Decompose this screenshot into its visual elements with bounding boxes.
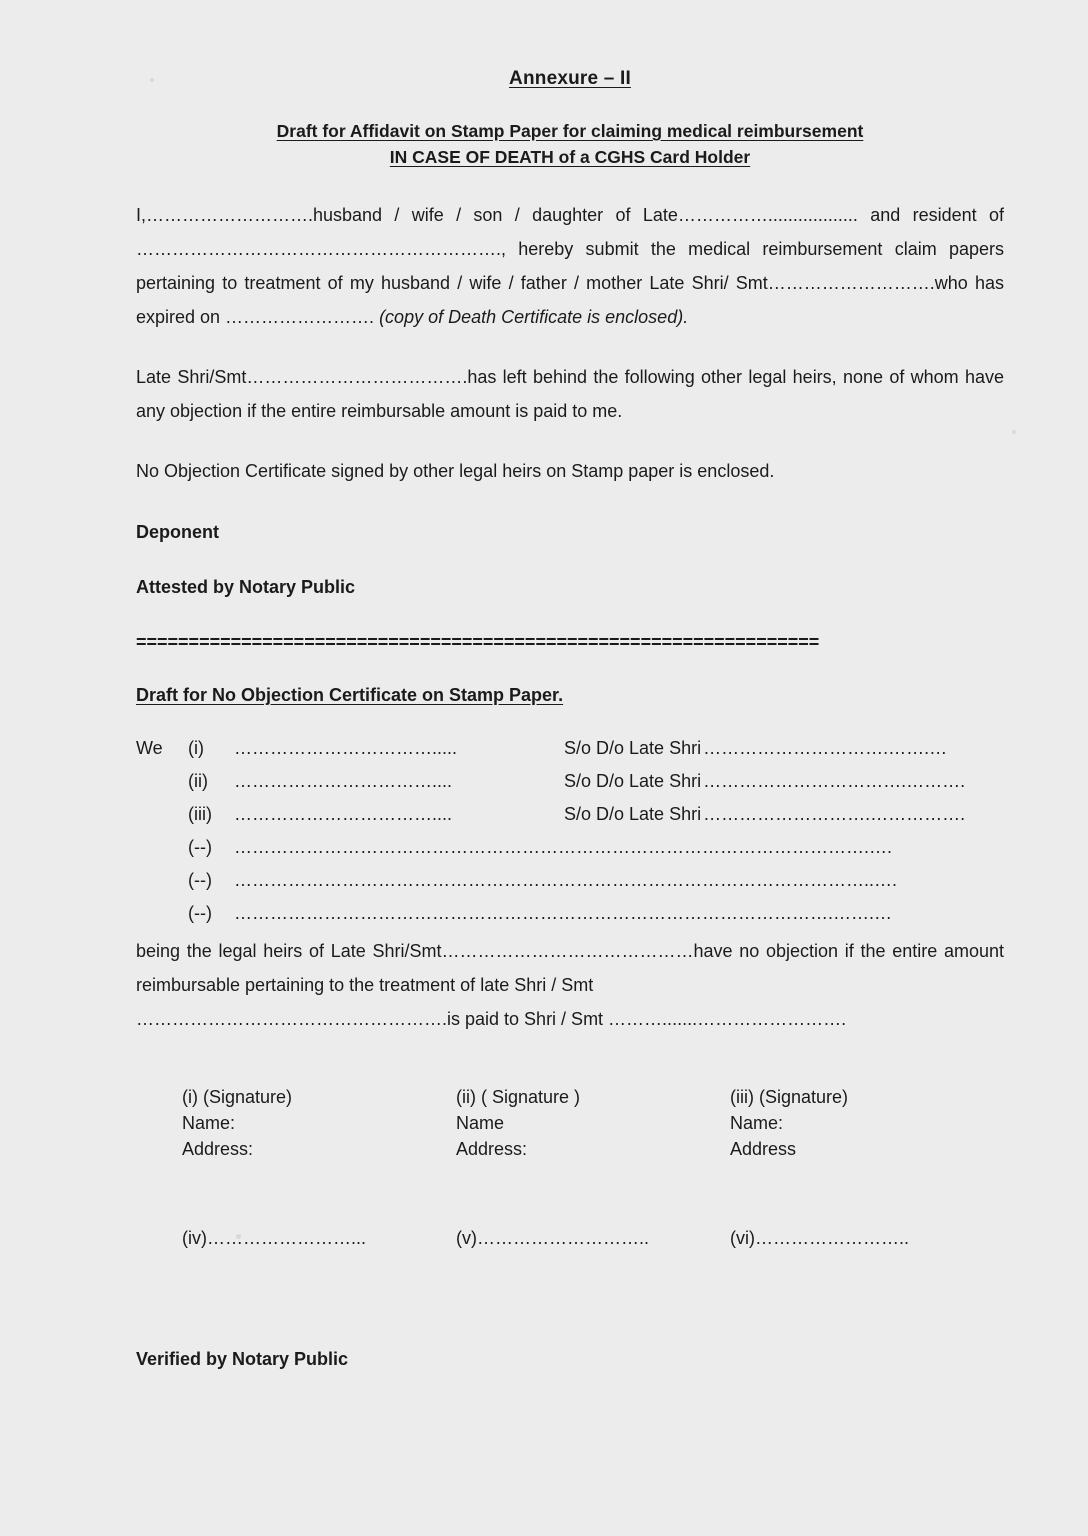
heir-blank-line: ……………………………………………………………………………………………..…. (234, 870, 898, 890)
list-item (136, 765, 1004, 798)
signature-column-6: (vi)…………………….. (730, 1228, 909, 1248)
deponent-label: Deponent (136, 522, 219, 542)
document-subtitle (136, 118, 1004, 170)
signature-column-4: (iv)……………………... (182, 1228, 366, 1248)
list-item (136, 897, 1004, 930)
heir-father-blank: ……………………….……………. (703, 804, 966, 824)
heirs-list (136, 732, 1004, 930)
list-item (136, 831, 1004, 864)
heir-index: (--) (188, 870, 212, 890)
heir-blank-line: ……………………………………………………………………………………….…….… (234, 903, 893, 923)
signature-column-2 (456, 1084, 730, 1162)
name-label: Name (456, 1113, 505, 1133)
attested-by-notary-label: Attested by Notary Public (136, 577, 356, 597)
address-label: Address: (456, 1139, 528, 1159)
noc-section-heading: Draft for No Objection Certificate on Stamp Paper. (136, 685, 564, 705)
list-item (136, 864, 1004, 897)
heir-index: (iii) (188, 804, 212, 824)
heir-name-blank: ……………………………..... (234, 738, 458, 758)
heir-index: (--) (188, 837, 212, 857)
signature-column-5: (v)……………………….. (456, 1228, 649, 1248)
signature-column-3 (730, 1084, 1004, 1162)
signature-block-secondary (136, 1228, 1004, 1249)
address-label: Address (730, 1139, 797, 1159)
noc-closing-last-line: …………………………………………….is paid to Shri / Smt ……….......……………………. (136, 1009, 847, 1029)
affidavit-paragraph-2: Late Shri/Smt……………………………….has left behind the following other legal heirs, none of whom have any objection if the entire reimbursable amount is paid to me. (136, 367, 1004, 421)
affidavit-paragraph-1-text: I,……………………….husband / wife / son / daughter of Late…………….................. and resident of ……………………………………………………., hereby submit the medical reimbursement claim papers pertaining to treatment of my husband / wife / father / mother Late Shri/ Smt……………………….who has expired on ……………………. (136, 205, 1004, 327)
list-item (136, 732, 1004, 765)
section-divider: ================================================================= (136, 632, 820, 652)
heir-father-blank: …………………………….………. (703, 771, 966, 791)
name-label: Name: (182, 1113, 236, 1133)
we-label: We (136, 738, 163, 758)
verified-by-notary-label: Verified by Notary Public (136, 1349, 349, 1369)
heir-index: (i) (188, 738, 204, 758)
affidavit-paragraph-1-italic: (copy of Death Certificate is enclosed). (379, 307, 689, 327)
heir-name-blank: …………………………….... (234, 771, 453, 791)
page-title (136, 68, 1004, 90)
affidavit-paragraph-3: No Objection Certificate signed by other legal heirs on Stamp paper is enclosed. (136, 461, 775, 481)
heir-relation-label: S/o D/o Late Shri (564, 804, 702, 824)
signature-block (136, 1084, 1004, 1162)
heir-relation-label: S/o D/o Late Shri (564, 738, 702, 758)
page-title-text: Annexure – II (509, 68, 631, 89)
noc-closing-paragraph (136, 934, 1004, 1036)
signature-column-1 (182, 1084, 456, 1162)
signature-label: (iii) (Signature) (730, 1087, 849, 1107)
signature-label: (ii) ( Signature ) (456, 1087, 581, 1107)
heir-index: (ii) (188, 771, 208, 791)
affidavit-paragraph-1 (136, 198, 1004, 334)
noc-closing-text: being the legal heirs of Late Shri/Smt……………………………………have no objection if the entire amount reimbursable pertaining to the treatment of late Shri / Smt (136, 941, 1004, 995)
heir-father-blank: ………………………….…….… (703, 738, 948, 758)
name-label: Name: (730, 1113, 784, 1133)
heir-blank-line: …………………………………………………………………………………………….…. (234, 837, 893, 857)
heir-name-blank: …………………………….... (234, 804, 453, 824)
signature-label: (i) (Signature) (182, 1087, 293, 1107)
address-label: Address: (182, 1139, 254, 1159)
list-item (136, 798, 1004, 831)
heir-index: (--) (188, 903, 212, 923)
subtitle-line-2: IN CASE OF DEATH of a CGHS Card Holder (389, 147, 751, 167)
subtitle-line-1: Draft for Affidavit on Stamp Paper for claiming medical reimbursement (276, 121, 864, 141)
heir-relation-label: S/o D/o Late Shri (564, 771, 702, 791)
